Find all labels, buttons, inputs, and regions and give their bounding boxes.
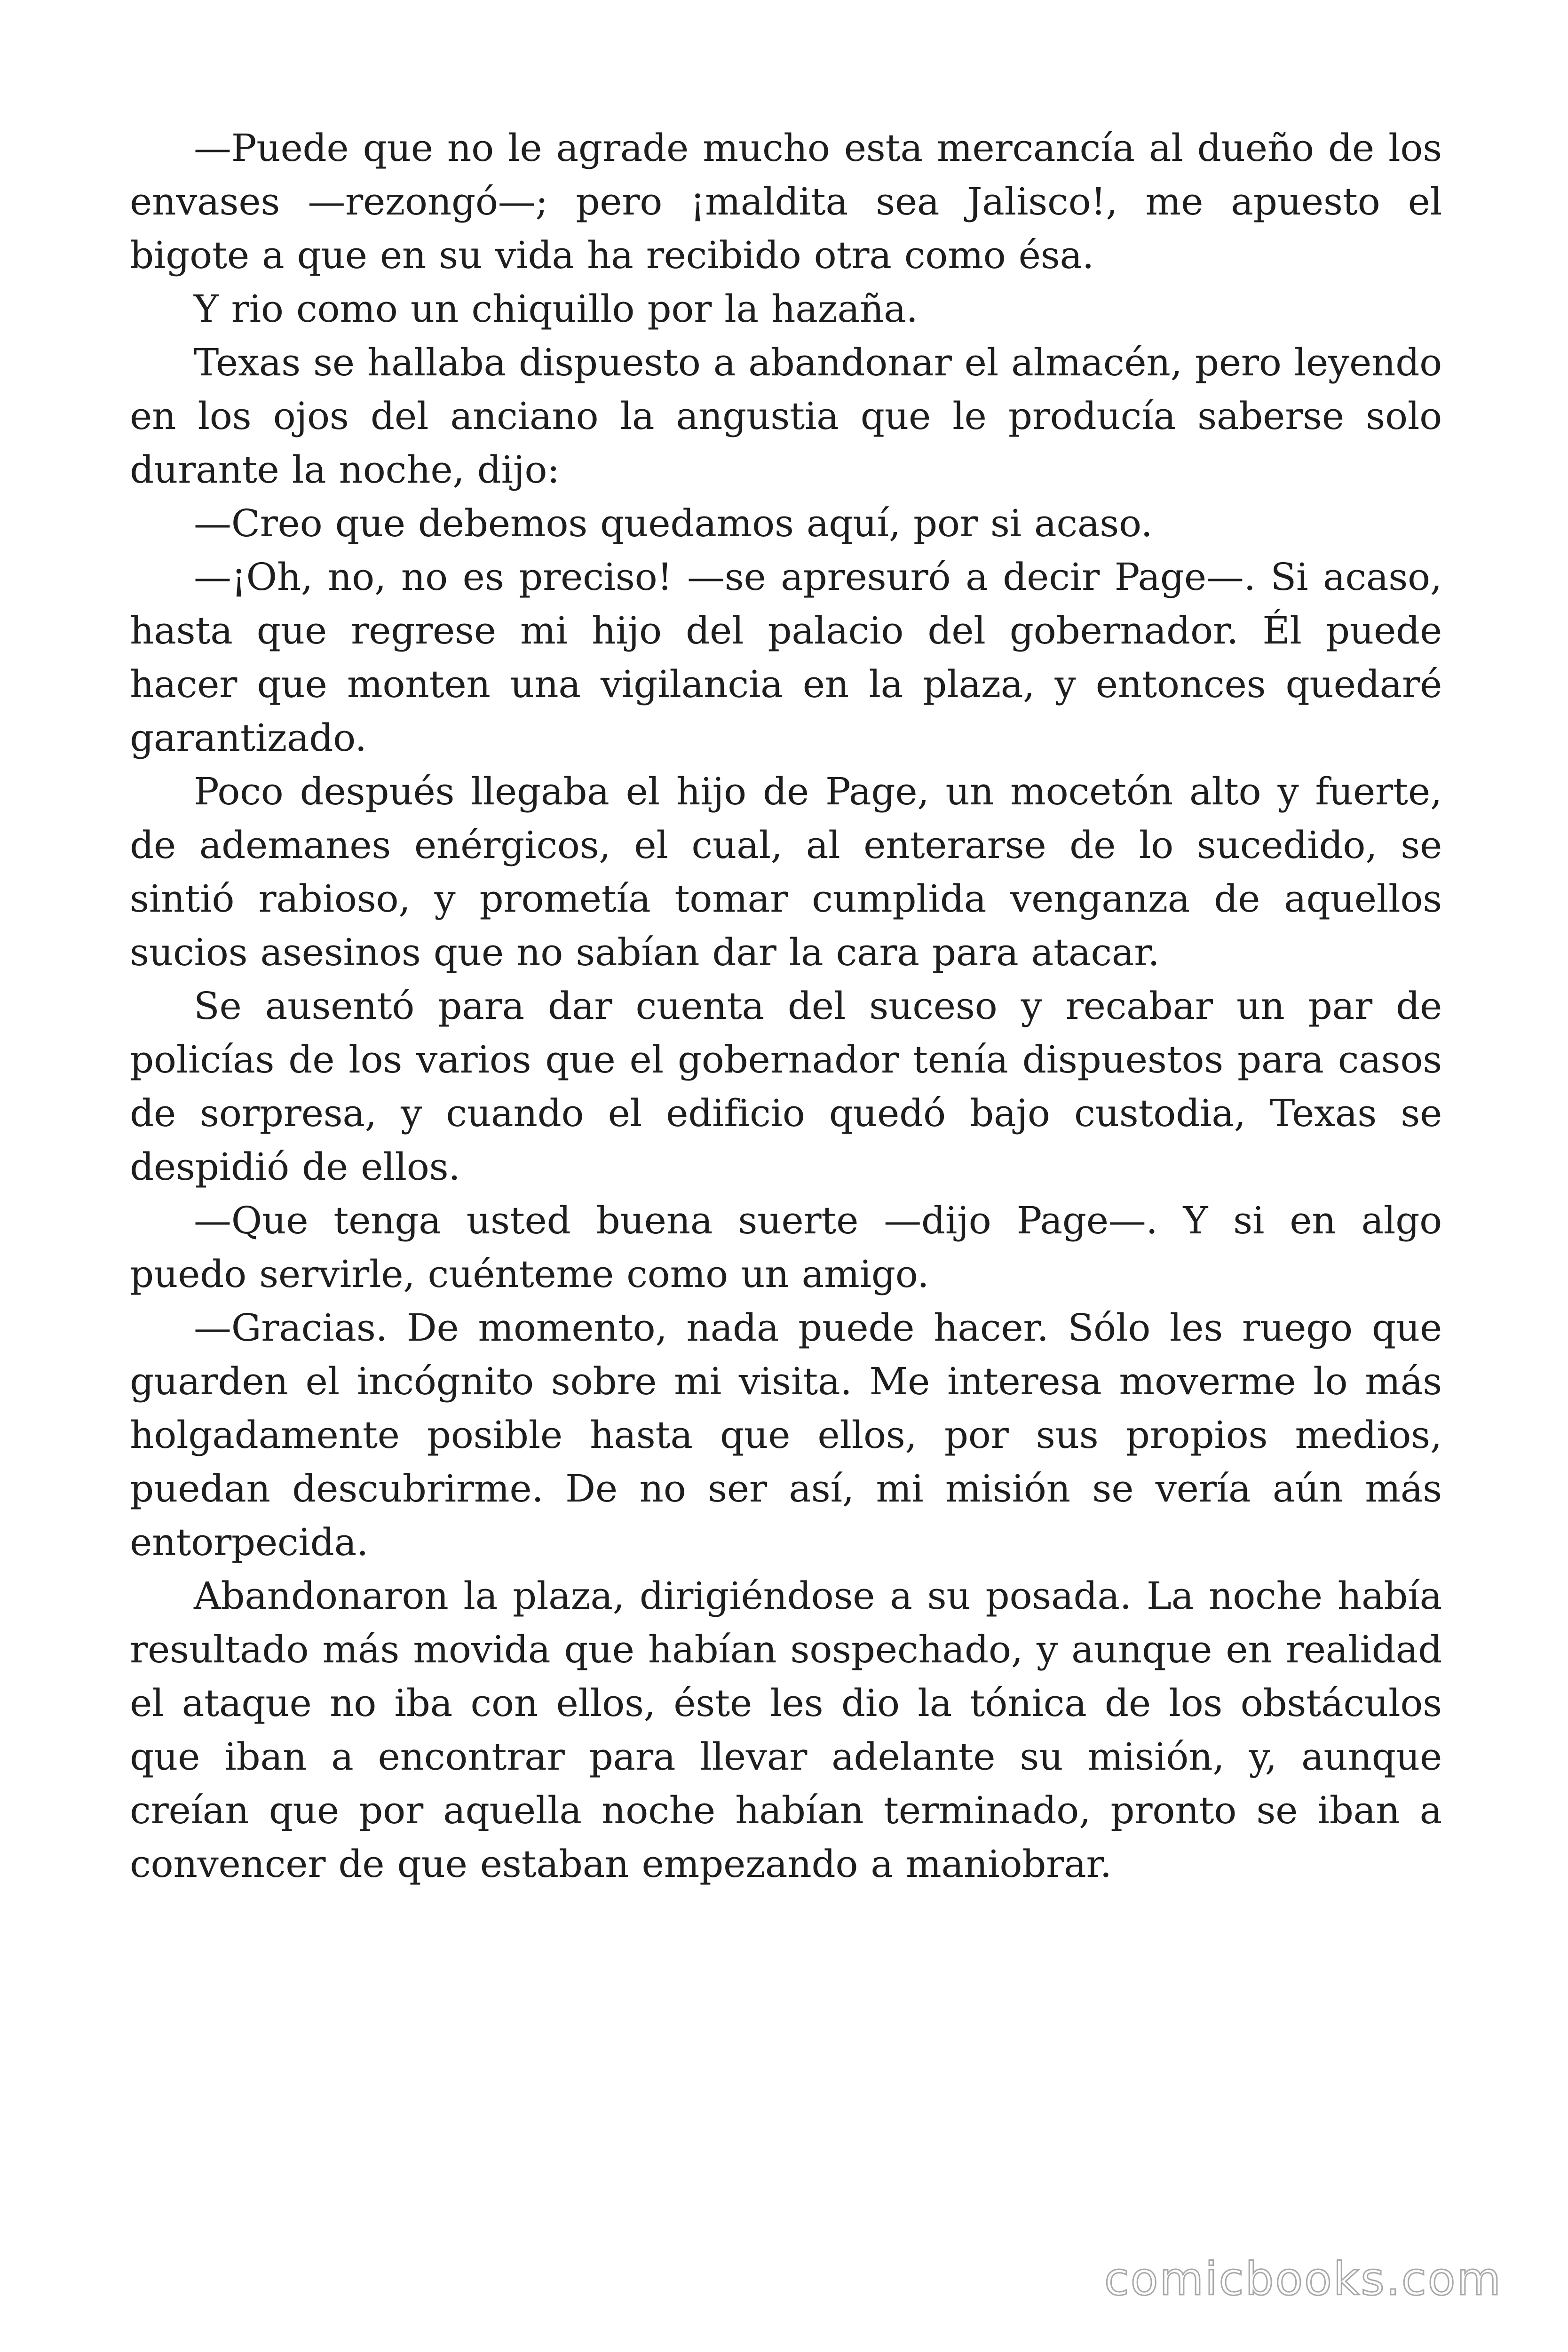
paragraph: Texas se hallaba dispuesto a abandonar el almacén, pero leyendo en los ojos del anciano la angustia que le producía saberse solo durante la noche, dijo: (130, 341, 1442, 492)
paragraph: —Gracias. De momento, nada puede hacer. Sólo les ruego que guarden el incógnito sobre mi visita. Me interesa moverme lo más holgadamente posible hasta que ellos, por sus propios medios, puedan descubrirme. De no ser así, mi misión se vería aún más entorpecida. (130, 1306, 1442, 1564)
paragraph: —Que tenga usted buena suerte —dijo Page—. Y si en algo puedo servirle, cuénteme como un amigo. (130, 1199, 1442, 1296)
body-text (130, 121, 1442, 1891)
paragraph: —Puede que no le agrade mucho esta mercancía al dueño de los envases —rezongó—; pero ¡maldita sea Jalisco!, me apuesto el bigote a que en su vida ha recibido otra como ésa. (130, 126, 1442, 277)
paragraph: Poco después llegaba el hijo de Page, un mocetón alto y fuerte, de ademanes enérgicos, el cual, al enterarse de lo sucedido, se sintió rabioso, y prometía tomar cumplida venganza de aquellos sucios asesinos que no sabían dar la cara para atacar. (130, 770, 1442, 974)
paragraph: Se ausentó para dar cuenta del suceso y recabar un par de policías de los varios que el gobernador tenía dispuestos para casos de sorpresa, y cuando el edificio quedó bajo custodia, Texas se despidió de ellos. (130, 984, 1442, 1189)
watermark: comicbooks.com (1104, 2253, 1502, 2305)
paragraph: Abandonaron la plaza, dirigiéndose a su posada. La noche había resultado más movida que habían sospechado, y aunque en realidad el ataque no iba con ellos, éste les dio la tónica de los obstáculos que iban a encontrar para llevar adelante su misión, y, aunque creían que por aquella noche habían terminado, pronto se iban a convencer de que estaban empezando a maniobrar. (130, 1574, 1442, 1886)
paragraph: Y rio como un chiquillo por la hazaña. (194, 287, 918, 331)
paragraph: —¡Oh, no, no es preciso! —se apresuró a decir Page—. Si acaso, hasta que regrese mi hijo del palacio del gobernador. Él puede hacer que monten una vigilancia en la plaza, y entonces quedaré garantizado. (130, 555, 1442, 760)
paragraph: —Creo que debemos quedamos aquí, por si acaso. (194, 501, 1153, 545)
